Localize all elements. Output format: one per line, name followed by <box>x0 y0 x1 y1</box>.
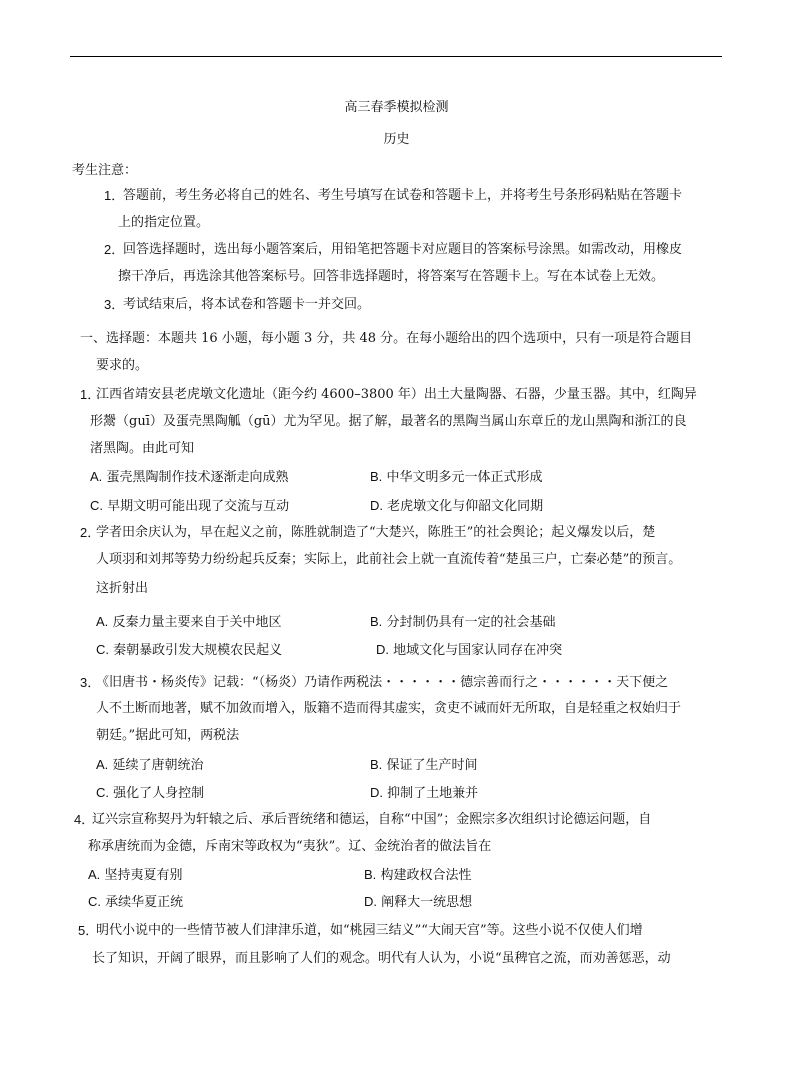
option-d: D. 老虎墩文化与仰韶文化同期 <box>370 498 544 514</box>
notice-line: 答题前，考生务必将自己的姓名、考生号填写在试卷和答题卡上，并将考生号条形码粘贴在答题卡 <box>123 188 683 203</box>
question-stem: 江西省靖安县老虎墩文化遗址（距今约 4600–3800 年）出土大量陶器、石器，少量玉器。其中，红陶异 <box>96 387 697 402</box>
question-stem: 渚黑陶。由此可知 <box>90 441 195 456</box>
exam-title: 高三春季模拟检测 <box>344 100 449 115</box>
option-d: D. 阐释大一统思想 <box>364 894 473 910</box>
notice-line: 擦干净后，再选涂其他答案标号。回答非选择题时，将答案写在答题卡上。写在本试卷上无效。 <box>118 269 665 284</box>
question-stem: 《旧唐书・杨炎传》记载：“（杨炎）乃请作两税法・・・・・・德宗善而行之・・・・・・天下便之 <box>96 675 669 690</box>
question-number: 5． <box>78 923 99 938</box>
question-stem: 这折射出 <box>96 581 149 596</box>
option-c: C. 强化了人身控制 <box>96 785 205 801</box>
option-a: A. 坚持夷夏有别 <box>88 867 183 883</box>
question-stem: 辽兴宗宣称契丹为轩辕之后、承后晋统绪和德运，自称“中国”；金熙宗多次组织讨论德运问题，自 <box>92 812 652 827</box>
option-a: A. 延续了唐朝统治 <box>96 757 204 773</box>
question-stem: 形鬶（guī）及蛋壳黑陶觚（gū）尤为罕见。据了解，最著名的黑陶当属山东章丘的龙山黑陶和浙江的良 <box>90 414 687 429</box>
option-c: C. 秦朝暴政引发大规模农民起义 <box>96 642 283 658</box>
notice-num: 3． <box>104 297 125 312</box>
option-b: B. 中华文明多元一体正式形成 <box>370 469 543 485</box>
option-b: B. 构建政权合法性 <box>364 867 472 883</box>
option-c: C. 承续华夏正统 <box>88 894 184 910</box>
question-stem: 人不土断而地著，赋不加敛而增入，版籍不造而得其虚实，贪吏不诫而奸无所取，自是轻重之权始归于 <box>96 701 682 716</box>
option-b: B. 保证了生产时间 <box>370 757 478 773</box>
option-b: B. 分封制仍具有一定的社会基础 <box>370 614 556 630</box>
notice-line: 考试结束后，将本试卷和答题卡一并交回。 <box>123 297 371 312</box>
question-number: 4． <box>74 812 95 827</box>
option-d: D. 地域文化与国家认同存在冲突 <box>376 642 563 658</box>
question-number: 2． <box>80 525 101 540</box>
option-a: A. 反秦力量主要来自于关中地区 <box>96 614 282 630</box>
subject-title: 历史 <box>383 132 410 147</box>
question-number: 3． <box>80 675 101 690</box>
question-number: 1． <box>80 387 101 402</box>
option-c: C. 早期文明可能出现了交流与互动 <box>90 498 290 514</box>
notice-num: 2． <box>104 242 125 257</box>
option-d: D. 抑制了土地兼并 <box>370 785 479 801</box>
notice-heading: 考生注意： <box>72 163 138 178</box>
question-stem: 明代小说中的一些情节被人们津津乐道，如“桃园三结义”“大闹天宫”等。这些小说不仅使人们增 <box>96 923 643 938</box>
question-stem: 称承唐统而为金德，斥南宋等政权为“夷狄”。辽、金统治者的做法旨在 <box>88 839 492 854</box>
question-stem: 人项羽和刘邦等势力纷纷起兵反秦；实际上，此前社会上就一直流传着“楚虽三户，亡秦必楚”的预言。 <box>96 552 682 567</box>
top-rule <box>70 56 722 57</box>
question-stem: 朝廷。”据此可知，两税法 <box>96 728 240 743</box>
section-instruction: 要求的。 <box>96 358 149 373</box>
option-a: A. 蛋壳黑陶制作技术逐渐走向成熟 <box>90 469 289 485</box>
notice-line: 上的指定位置。 <box>118 215 210 230</box>
section-instruction: 一、选择题：本题共 16 小题，每小题 3 分，共 48 分。在每小题给出的四个选项中，只有一项是符合题目 <box>80 331 693 346</box>
question-stem: 学者田余庆认为，早在起义之前，陈胜就制造了“大楚兴，陈胜王”的社会舆论；起义爆发以后，楚 <box>96 525 656 540</box>
notice-line: 回答选择题时，选出每小题答案后，用铅笔把答题卡对应题目的答案标号涂黑。如需改动，用橡皮 <box>123 242 683 257</box>
question-stem: 长了知识，开阔了眼界，而且影响了人们的观念。明代有人认为，小说“虽稗官之流，而劝善惩恶，动 <box>92 951 671 966</box>
notice-num: 1． <box>104 188 125 203</box>
